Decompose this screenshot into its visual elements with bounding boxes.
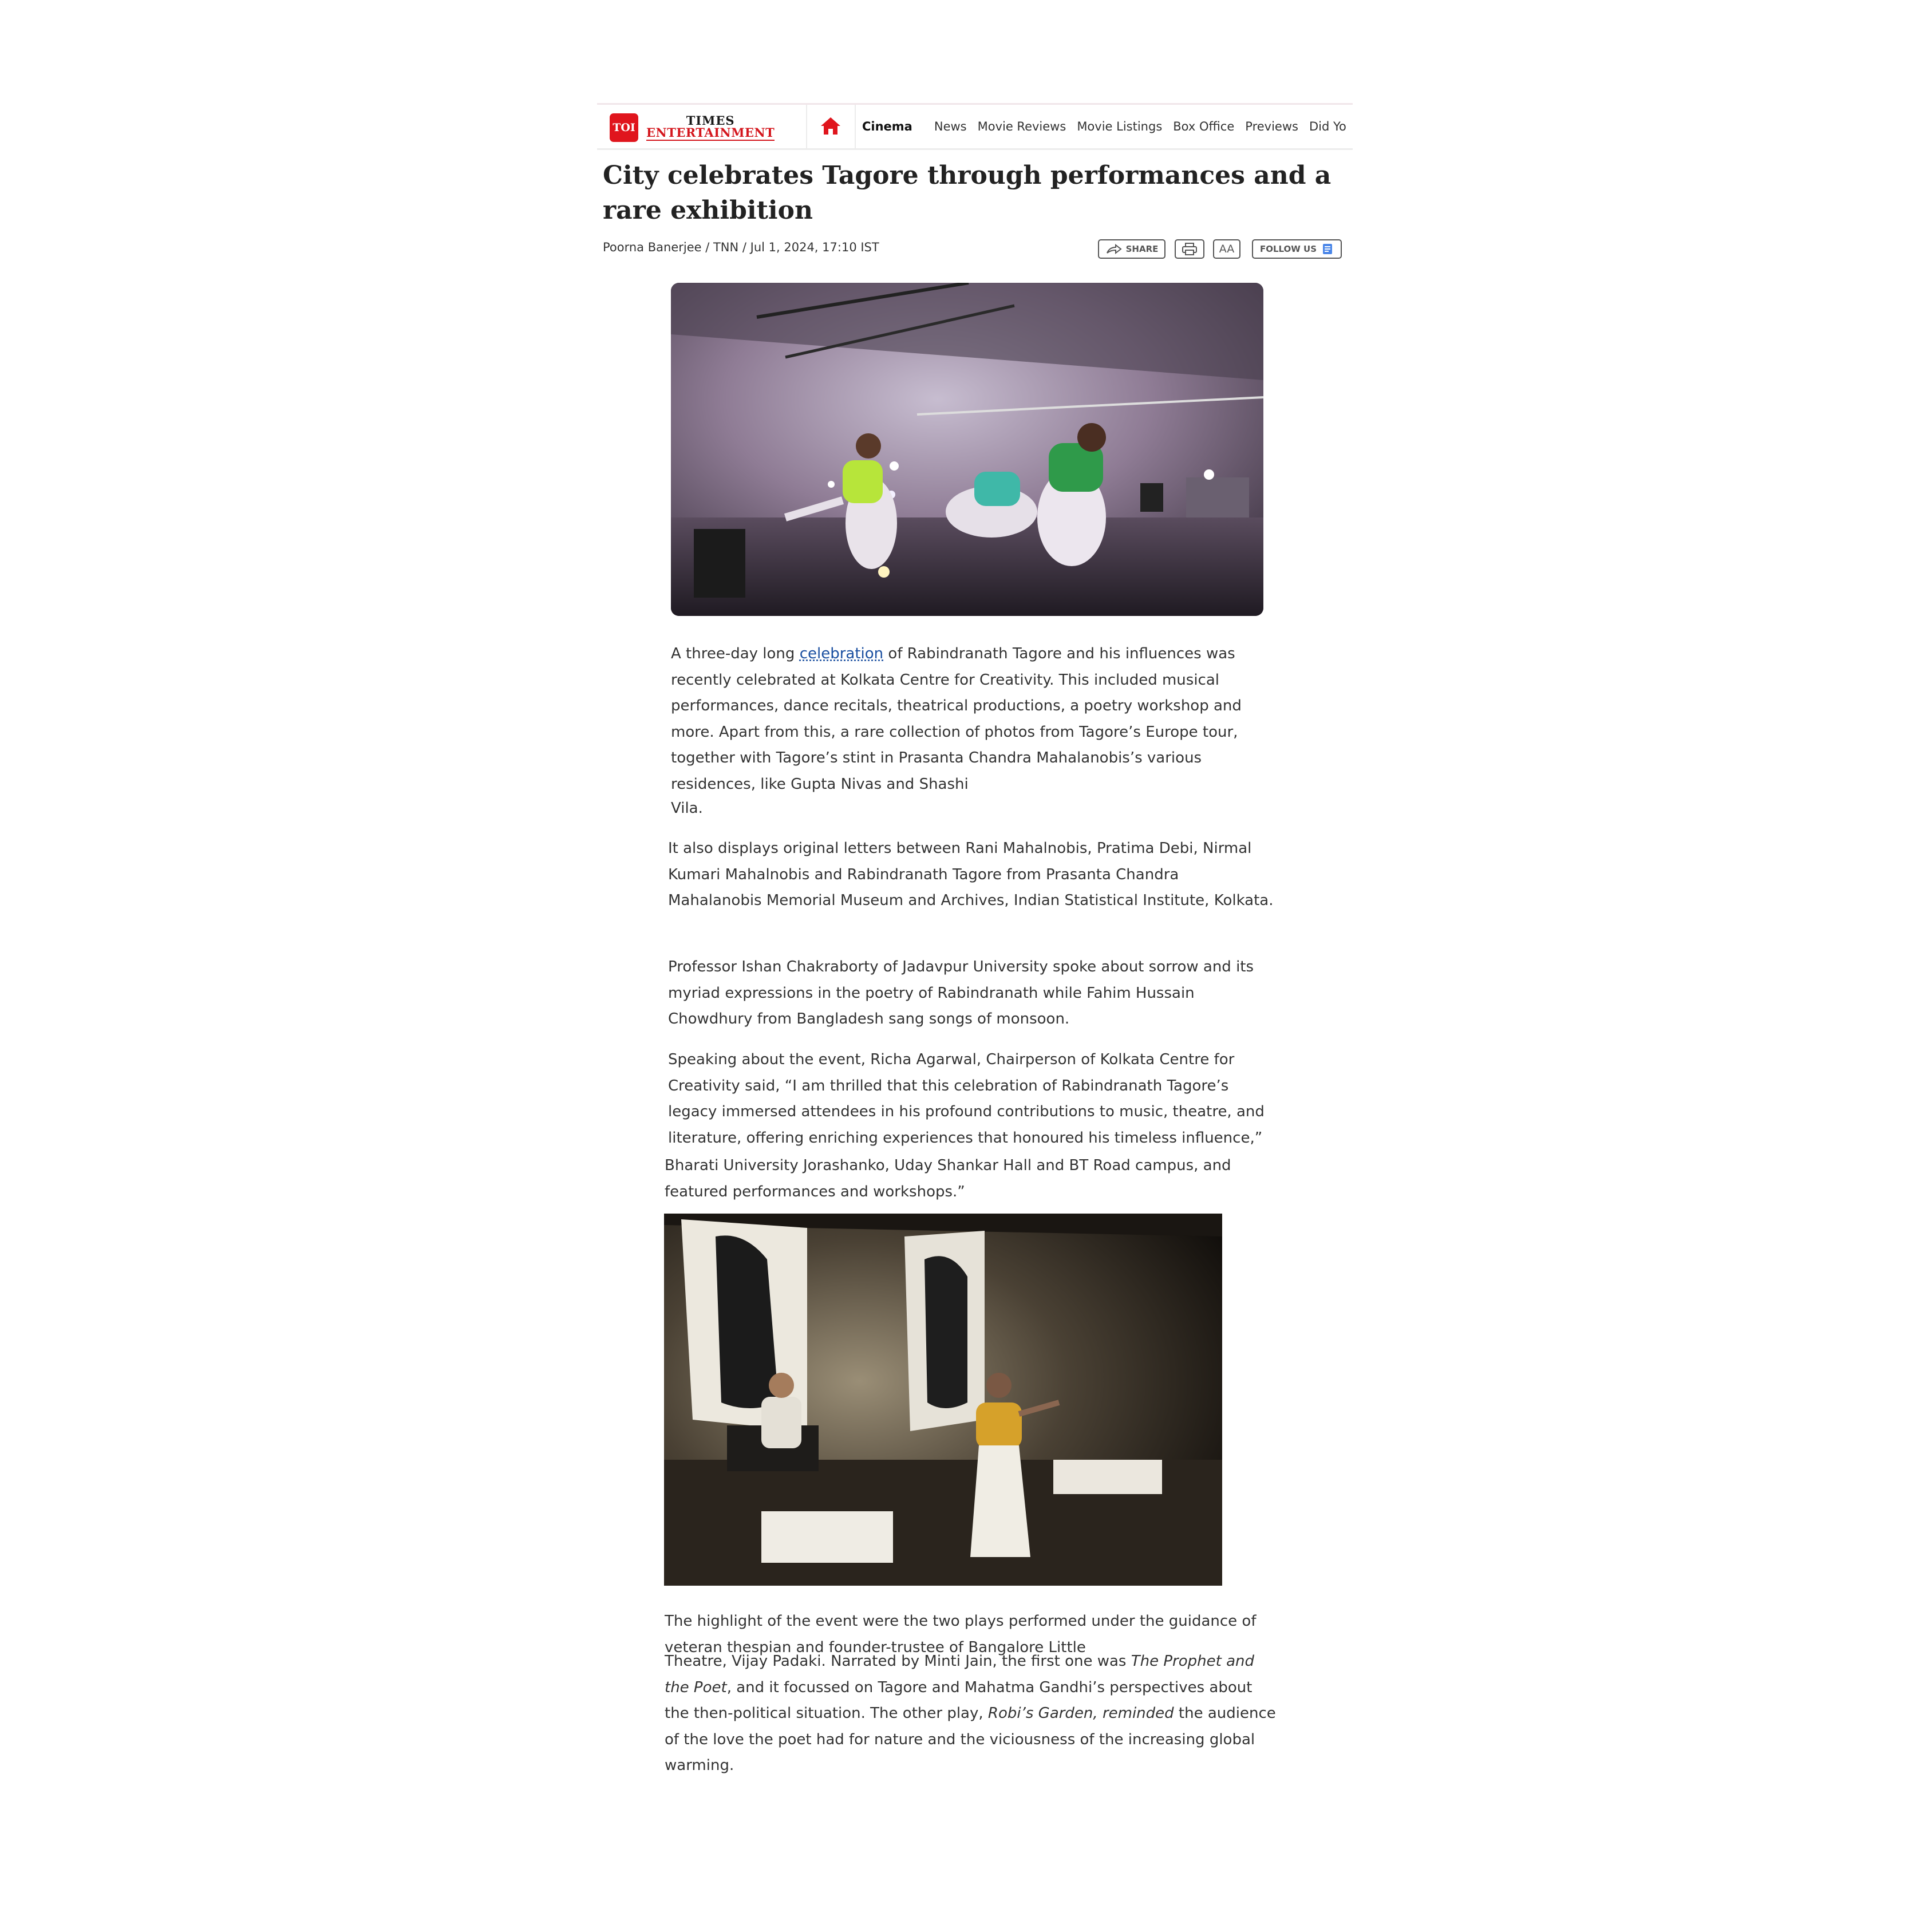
home-icon[interactable] — [820, 116, 841, 136]
article-photo-dance-performance — [671, 283, 1263, 616]
nav-item-movie-listings[interactable]: Movie Listings — [1077, 120, 1163, 133]
share-arrow-icon — [1105, 243, 1123, 255]
paragraph-8: Theatre, Vijay Padaki. Narrated by Minti Jain, the first one was The Prophet and the Poet, and it focussed on Tagore and Mahatma Gandhi’s perspectives about the then-political situation. The other play, Robi’s Garden, reminded the audience of the love the poet had for nature and the viciousness of the increasing global warming. — [665, 1653, 1276, 1774]
nav-item-box-office[interactable]: Box Office — [1173, 120, 1235, 133]
byline-row — [597, 235, 1353, 263]
nav-divider — [855, 105, 856, 148]
celebration-link[interactable]: celebration — [799, 645, 884, 662]
font-size-button[interactable]: AA — [1213, 239, 1240, 259]
follow-label: FOLLOW US — [1259, 244, 1317, 254]
printer-icon — [1181, 242, 1198, 256]
share-label: SHARE — [1125, 244, 1159, 254]
paragraph-5: Speaking about the event, Richa Agarwal, Chairperson of Kolkata Centre for Creativity said, “I am thrilled that this celebration of Rabindranath Tagore’s legacy immersed attendees in his profound contributions to music, theatre, and literature, offering enriching experiences that honoured his timeless influence,” — [668, 1051, 1265, 1147]
nav-menu — [862, 105, 1357, 148]
paragraph-6: Bharati University Jorashanko, Uday Shankar Hall and BT Road campus, and featured performances and workshops.” — [665, 1157, 1231, 1200]
nav-item-news[interactable]: News — [934, 120, 967, 133]
article-photo-theatre-play — [664, 1214, 1222, 1586]
print-button[interactable] — [1175, 239, 1204, 259]
paragraph-1: A three-day long celebration of Rabindranath Tagore and his influences was recently celebrated at Kolkata Centre for Creativity. This included musical performances, dance recitals, theatrical productions, a poetry workshop and more. Apart from this, a rare collection of photos from Tagore’s Europe tour, together with Tagore’s stint in Prasanta Chandra Mahalanobis’s various residences, like Gupta Nivas and Shashi — [671, 645, 1242, 793]
site-nav-bar — [597, 105, 1353, 150]
theatre-photo — [664, 1214, 1222, 1586]
play-title-prophet-and-poet: The Prophet and the Poet — [665, 1653, 1254, 1696]
nav-divider — [806, 105, 807, 148]
article-headline: City celebrates Tagore through performances and a rare exhibition — [603, 161, 1332, 225]
nav-item-did-you-know[interactable]: Did Yo — [1309, 120, 1346, 133]
paragraph-4: Professor Ishan Chakraborty of Jadavpur University spoke about sorrow and its myriad expressions in the poetry of Rabindranath while Fahim Hussain Chowdhury from Bangladesh sang songs of monsoon. — [668, 958, 1254, 1028]
dance-photo — [671, 283, 1263, 616]
play-title-robis-garden: Robi’s Garden, reminded — [987, 1705, 1174, 1722]
article-byline: Poorna Banerjee / TNN / Jul 1, 2024, 17:10 IST — [603, 240, 879, 254]
paragraph-7: The highlight of the event were the two plays performed under the guidance of veteran thespian and founder-trustee of Bangalore Little — [665, 1613, 1257, 1656]
logo-times: TIMES — [686, 113, 735, 128]
google-news-icon — [1321, 243, 1334, 255]
share-button[interactable] — [1098, 239, 1165, 259]
logo-wordmark — [646, 114, 775, 141]
nav-item-movie-reviews[interactable]: Movie Reviews — [977, 120, 1066, 133]
paragraph-2: Vila. — [671, 800, 703, 817]
logo-entertainment: ENTERTAINMENT — [646, 125, 775, 140]
toi-badge: TOI — [610, 113, 638, 142]
nav-item-cinema[interactable]: Cinema — [862, 120, 912, 133]
site-logo[interactable] — [610, 113, 775, 142]
follow-us-button[interactable] — [1252, 239, 1342, 259]
paragraph-3: It also displays original letters between Rani Mahalnobis, Pratima Debi, Nirmal Kumari Mahalnobis and Rabindranath Tagore from Prasanta Chandra Mahalanobis Memorial Museum and Archives, Indian Statistical Institute, Kolkata. — [668, 840, 1274, 909]
article-page — [597, 103, 1353, 1774]
nav-item-previews[interactable]: Previews — [1245, 120, 1298, 133]
